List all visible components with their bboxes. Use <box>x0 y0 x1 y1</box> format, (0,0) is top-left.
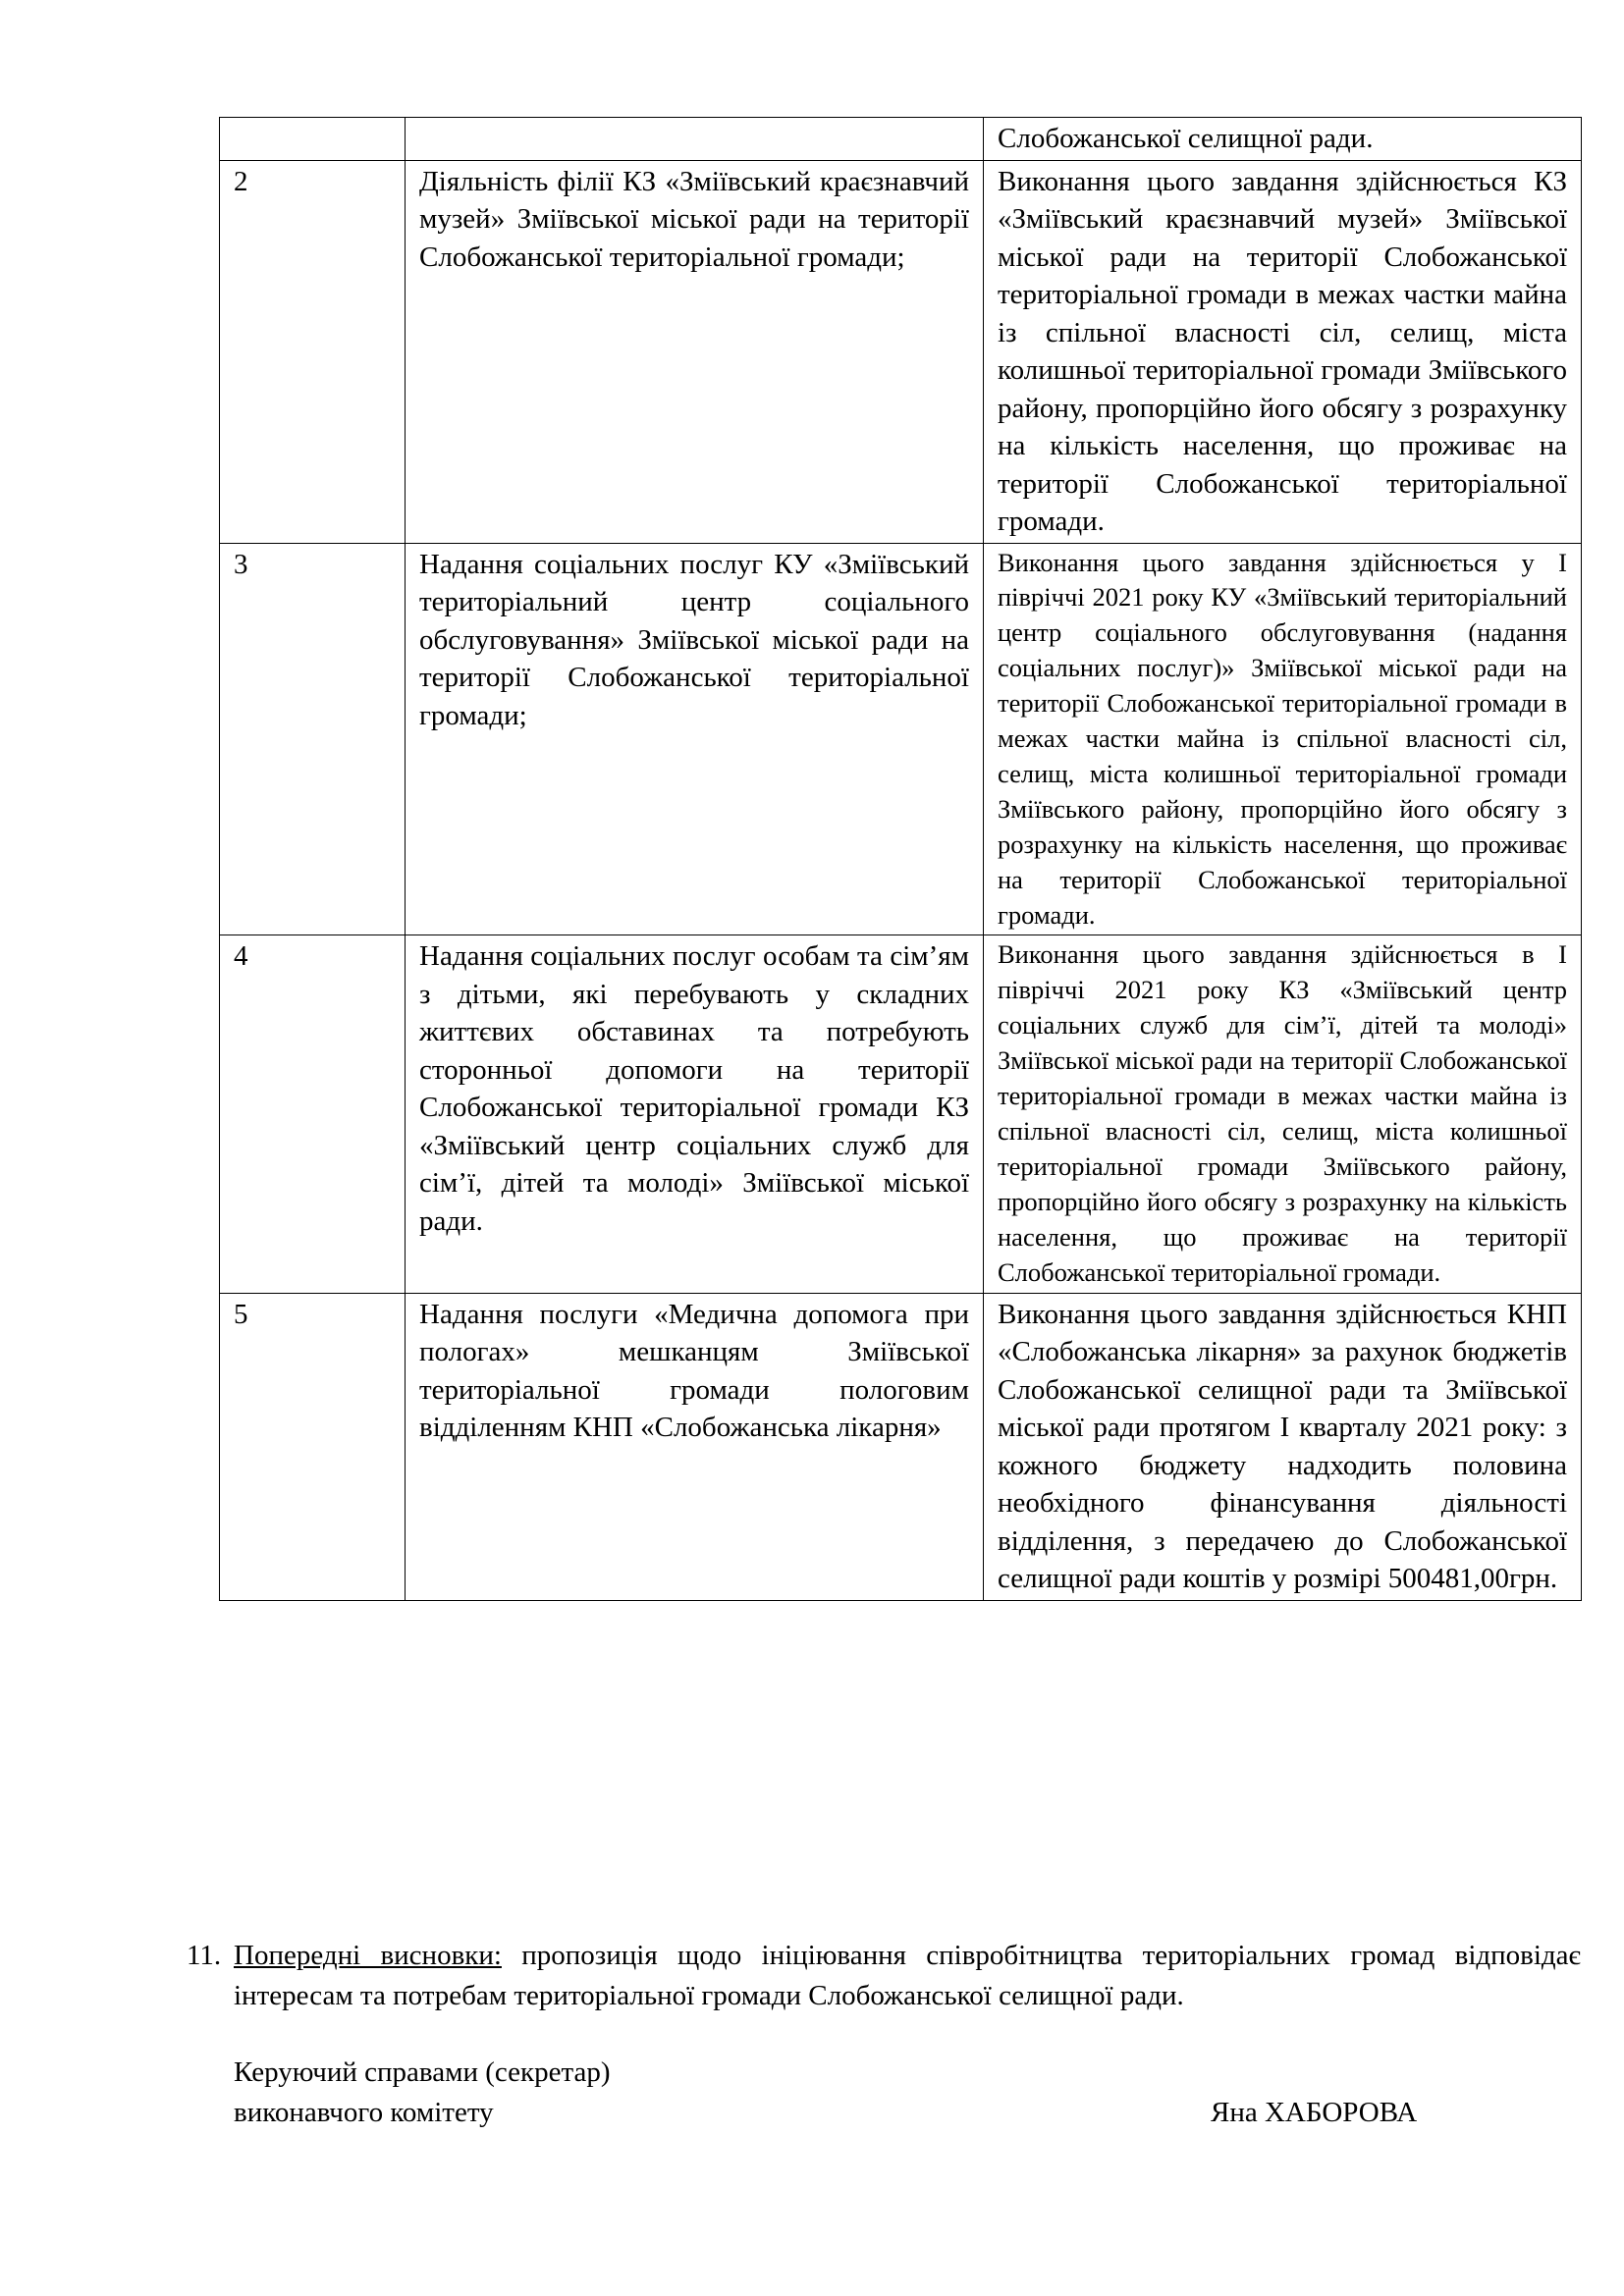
table-row <box>220 543 1582 935</box>
table-row-continued <box>220 118 1582 161</box>
conclusion-text: пропозиція щодо ініціювання співробітництва територіальних громад відповідає інтересам та потребам територіальної громади Слобожанської селищної ради. <box>234 1940 1581 2011</box>
execution-cell: Виконання цього завдання здійснюється в І півріччі 2021 року КЗ «Зміївський центр соціальних служб для сім’ї, дітей та молоді» Зміївської міської ради на території Слобожанської територіальної громади в межах частки майна із спільної власності сіл, селищ, міста колишньої територіальної громади Зміївського району, пропорційно його обсягу з розрахунку на кількість населення, що проживає на території Слобожанської територіальної громади. <box>984 935 1582 1293</box>
row-number <box>220 118 406 161</box>
task-cell: Надання соціальних послуг особам та сім’ям з дітьми, які перебувають у складних життєвих обставинах та потребують сторонньої допомоги на території Слобожанської територіальної громади КЗ «Зміївський центр соціальних служб для сім’ї, дітей та молоді» Зміївської міської ради. <box>406 935 984 1293</box>
table-row <box>220 160 1582 543</box>
section-number: 11. <box>187 1940 222 1971</box>
row-number: 3 <box>220 543 406 935</box>
cooperation-table <box>219 117 1582 1601</box>
row-number: 2 <box>220 160 406 543</box>
execution-cell: Слобожанської селищної ради. <box>984 118 1582 161</box>
task-cell <box>406 118 984 161</box>
signatory-name: Яна ХАБОРОВА <box>1211 2097 1418 2128</box>
signature-block <box>234 2053 1510 2133</box>
conclusion-label: Попередні висновки: <box>234 1940 502 1971</box>
table-row <box>220 1293 1582 1600</box>
task-cell: Надання соціальних послуг КУ «Зміївський територіальний центр соціального обслуговування» Зміївської міської ради на території Слобожанської територіальної громади; <box>406 543 984 935</box>
execution-cell: Виконання цього завдання здійснюється КЗ «Зміївський краєзнавчий музей» Зміївської міської ради на території Слобожанської територіальної громади в межах частки майна із спільної власності сіл, селищ, міста колишньої територіальної громади Зміївського району, пропорційно його обсягу з розрахунку на кількість населення, що проживає на території Слобожанської територіальної громади. <box>984 160 1582 543</box>
execution-cell: Виконання цього завдання здійснюється у І півріччі 2021 року КУ «Зміївський територіальний центр соціального обслуговування (надання соціальних послуг)» Зміївської міської ради на території Слобожанської територіальної громади в межах частки майна із спільної власності сіл, селищ, міста колишньої територіальної громади Зміївського району, пропорційно його обсягу з розрахунку на кількість населення, що проживає на території Слобожанської територіальної громади. <box>984 543 1582 935</box>
table-row <box>220 935 1582 1293</box>
task-cell: Надання послуги «Медична допомога при пологах» мешканцям Зміївської територіальної громади пологовим відділенням КНП «Слобожанська лікарня» <box>406 1293 984 1600</box>
signatory-position-line2: виконавчого комітету <box>234 2097 494 2128</box>
task-cell: Діяльність філії КЗ «Зміївський краєзнавчий музей» Зміївської міської ради на території Слобожанської територіальної громади; <box>406 160 984 543</box>
signatory-position-line1: Керуючий справами (секретар) <box>234 2056 611 2088</box>
row-number: 5 <box>220 1293 406 1600</box>
conclusion-body <box>234 1936 1581 2016</box>
execution-cell: Виконання цього завдання здійснюється КНП «Слобожанська лікарня» за рахунок бюджетів Слобожанської селищної ради та Зміївської міської ради протягом І кварталу 2021 року: з кожного бюджету надходить половина необхідного фінансування діяльності відділення, з передачею до Слобожанської селищної ради коштів у розмірі 500481,00грн. <box>984 1293 1582 1600</box>
preliminary-conclusions <box>187 1936 1581 2016</box>
row-number: 4 <box>220 935 406 1293</box>
